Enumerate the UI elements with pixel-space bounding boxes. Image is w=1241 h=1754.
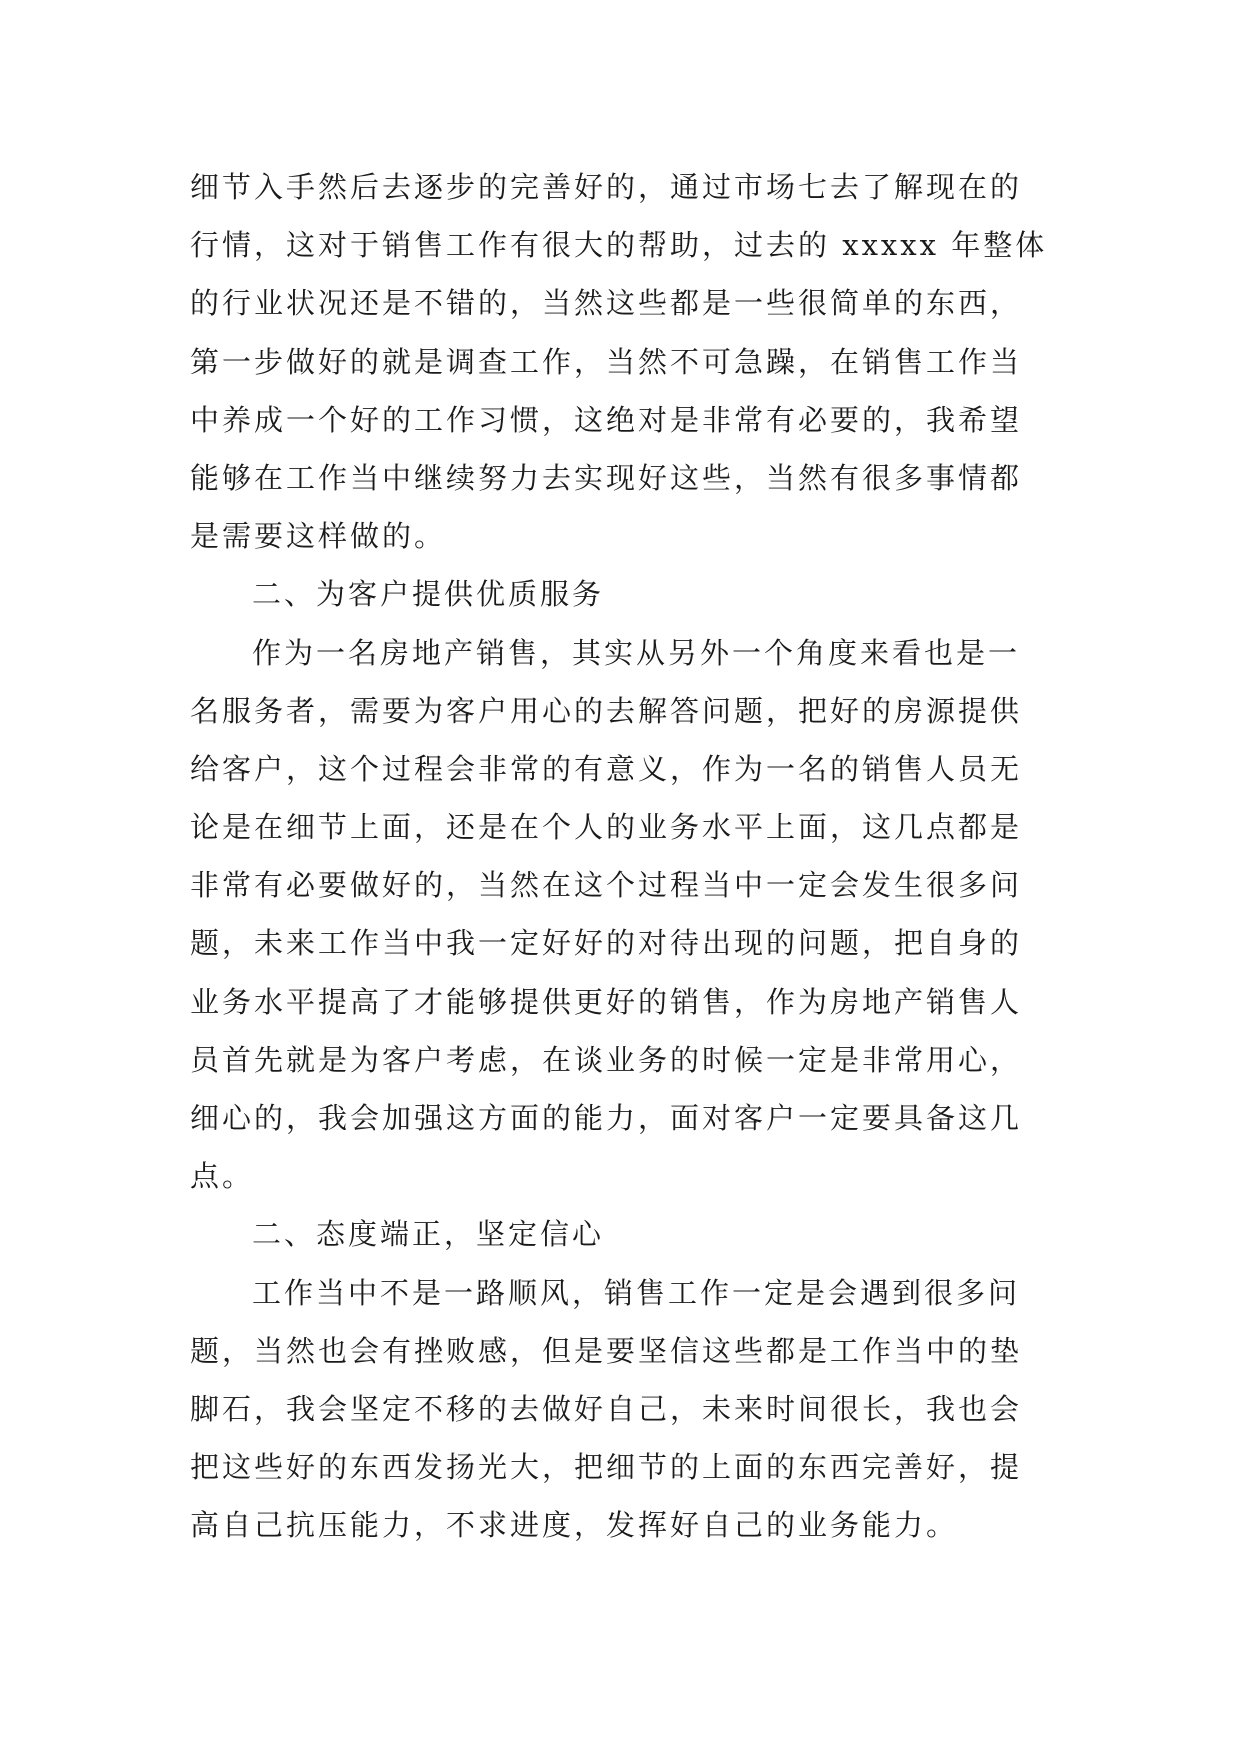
- text-line: 点。: [190, 1159, 255, 1194]
- text-line: 的行业状况还是不错的，当然这些都是一些很简单的东西，: [190, 286, 1023, 321]
- text-line: 题，未来工作当中我一定好好的对待出现的问题，把自身的: [190, 926, 1023, 961]
- section-heading: 二、为客户提供优质服务: [252, 577, 605, 612]
- document-body: [190, 158, 1060, 1555]
- text-line: 能够在工作当中继续努力去实现好这些，当然有很多事情都: [190, 460, 1023, 495]
- paragraph-3: [190, 1264, 1060, 1555]
- text-line: 细节入手然后去逐步的完善好的，通过市场七去了解现在的: [190, 170, 1023, 204]
- text-line: 业务水平提高了才能够提供更好的销售，作为房地产销售人: [190, 984, 1023, 1019]
- paragraph-2: [190, 624, 1060, 1206]
- heading-attitude: [190, 1205, 1060, 1263]
- text-line: 细心的，我会加强这方面的能力，面对客户一定要具备这几: [190, 1101, 1023, 1135]
- text-line: 工作当中不是一路顺风，销售工作一定是会遇到很多问: [252, 1275, 1021, 1310]
- text-line: 员首先就是为客户考虑，在谈业务的时候一定是非常用心，: [190, 1042, 1023, 1077]
- text-line: 作为一名房地产销售，其实从另外一个角度来看也是一: [252, 635, 1021, 670]
- text-line: 题，当然也会有挫败感，但是要坚信这些都是工作当中的垫: [190, 1333, 1023, 1368]
- text-line: 行情，这对于销售工作有很大的帮助，过去的 xxxxx 年整体: [190, 228, 1048, 263]
- text-line: 第一步做好的就是调查工作，当然不可急躁，在销售工作当: [190, 344, 1023, 379]
- paragraph-1: [190, 158, 1060, 565]
- text-line: 高自己抗压能力，不求进度，发挥好自己的业务能力。: [190, 1508, 959, 1543]
- text-line: 论是在细节上面，还是在个人的业务水平上面，这几点都是: [190, 810, 1023, 845]
- text-line: 给客户，这个过程会非常的有意义，作为一名的销售人员无: [190, 751, 1023, 786]
- text-line: 脚石，我会坚定不移的去做好自己，未来时间很长，我也会: [190, 1391, 1023, 1426]
- section-heading: 二、态度端正，坚定信心: [252, 1217, 605, 1252]
- heading-customer-service: [190, 565, 1060, 623]
- text-line: 中养成一个好的工作习惯，这绝对是非常有必要的，我希望: [190, 402, 1023, 437]
- text-line: 非常有必要做好的，当然在这个过程当中一定会发生很多问: [190, 868, 1023, 903]
- text-line: 名服务者，需要为客户用心的去解答问题，把好的房源提供: [190, 693, 1023, 728]
- text-line: 把这些好的东西发扬光大，把细节的上面的东西完善好，提: [190, 1450, 1023, 1485]
- text-line: 是需要这样做的。: [190, 519, 447, 554]
